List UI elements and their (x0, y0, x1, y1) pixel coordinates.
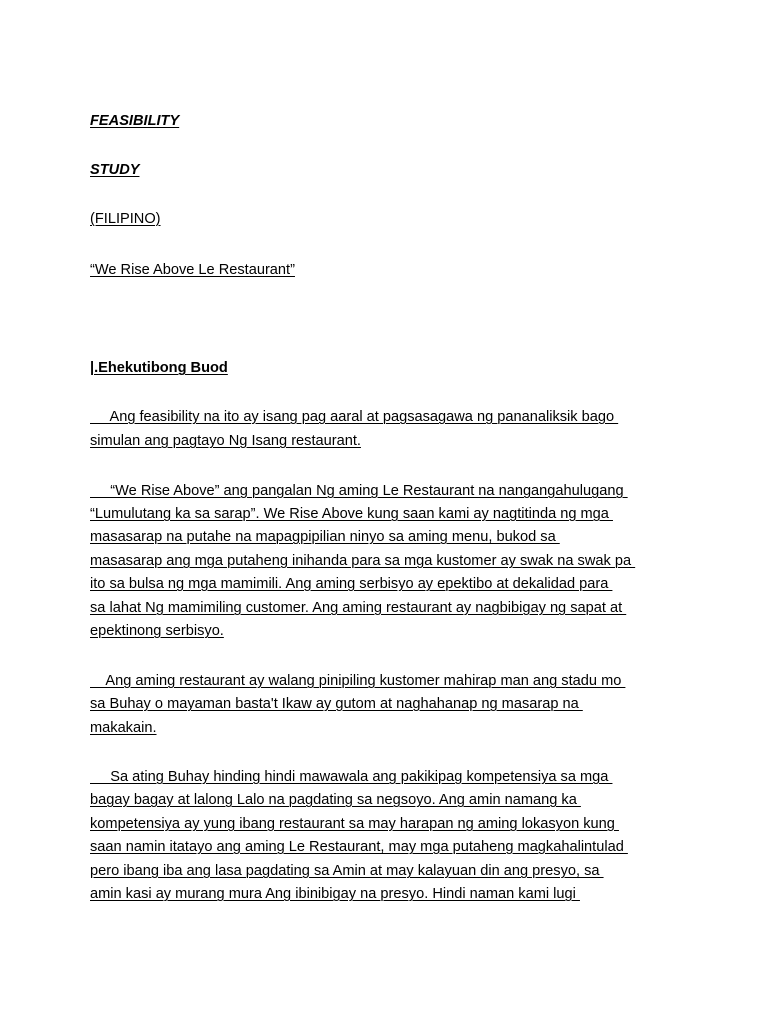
paragraph-line: makakain. (90, 720, 157, 736)
paragraph-line: Ang feasibility na ito ay isang pag aaral at pagsasagawa ng pananaliksik bago (90, 409, 619, 425)
paragraph-line: Sa ating Buhay hinding hindi mawawala ang pakikipag kompetensiya sa mga (90, 769, 613, 785)
paragraph-line: Ang aming restaurant ay walang pinipiling kustomer mahirap man ang stadu mo (90, 673, 626, 689)
paragraph-line: masasarap ang mga putaheng inihanda para sa mga kustomer ay swak na swak pa (90, 553, 636, 569)
language-label: (FILIPINO) (90, 211, 161, 227)
paragraph-line: epektinong serbisyo. (90, 623, 224, 639)
paragraph-line: bagay bagay at lalong Lalo na pagdating sa negsoyo. Ang amin namang ka (90, 792, 581, 808)
paragraph-line: kompetensiya ay yung ibang restaurant sa may harapan ng aming lokasyon kung (90, 816, 619, 832)
paragraph-line: amin kasi ay murang mura Ang ibinibigay na presyo. Hindi naman kami lugi (90, 886, 580, 902)
title-line-2: STUDY (90, 162, 140, 178)
paragraph-line: ito sa bulsa ng mga mamimili. Ang aming serbisyo ay epektibo at dekalidad para (90, 576, 613, 592)
paragraph-line: simulan ang pagtayo Ng Isang restaurant. (90, 433, 361, 449)
restaurant-name: “We Rise Above Le Restaurant” (90, 262, 295, 278)
paragraph-line: sa lahat Ng mamimiling customer. Ang aming restaurant ay nagbibigay ng sapat at (90, 600, 627, 616)
paragraph-line: sa Buhay o mayaman basta't Ikaw ay gutom at naghahanap ng masarap na (90, 696, 583, 712)
paragraph-line: masasarap na putahe na mapagpipilian ninyo sa aming menu, bukod sa (90, 529, 560, 545)
paragraph-line: pero ibang iba ang lasa pagdating sa Amin at may kalayuan din ang presyo, sa (90, 863, 604, 879)
section-heading: |.Ehekutibong Buod (90, 360, 228, 376)
paragraph-line: saan namin itatayo ang aming Le Restaurant, may mga putaheng magkahalintulad (90, 839, 628, 855)
paragraph-line: “We Rise Above” ang pangalan Ng aming Le Restaurant na nangangahulugang (90, 483, 628, 499)
title-line-1: FEASIBILITY (90, 113, 180, 129)
paragraph-line: “Lumulutang ka sa sarap”. We Rise Above kung saan kami ay nagtitinda ng mga (90, 506, 613, 522)
